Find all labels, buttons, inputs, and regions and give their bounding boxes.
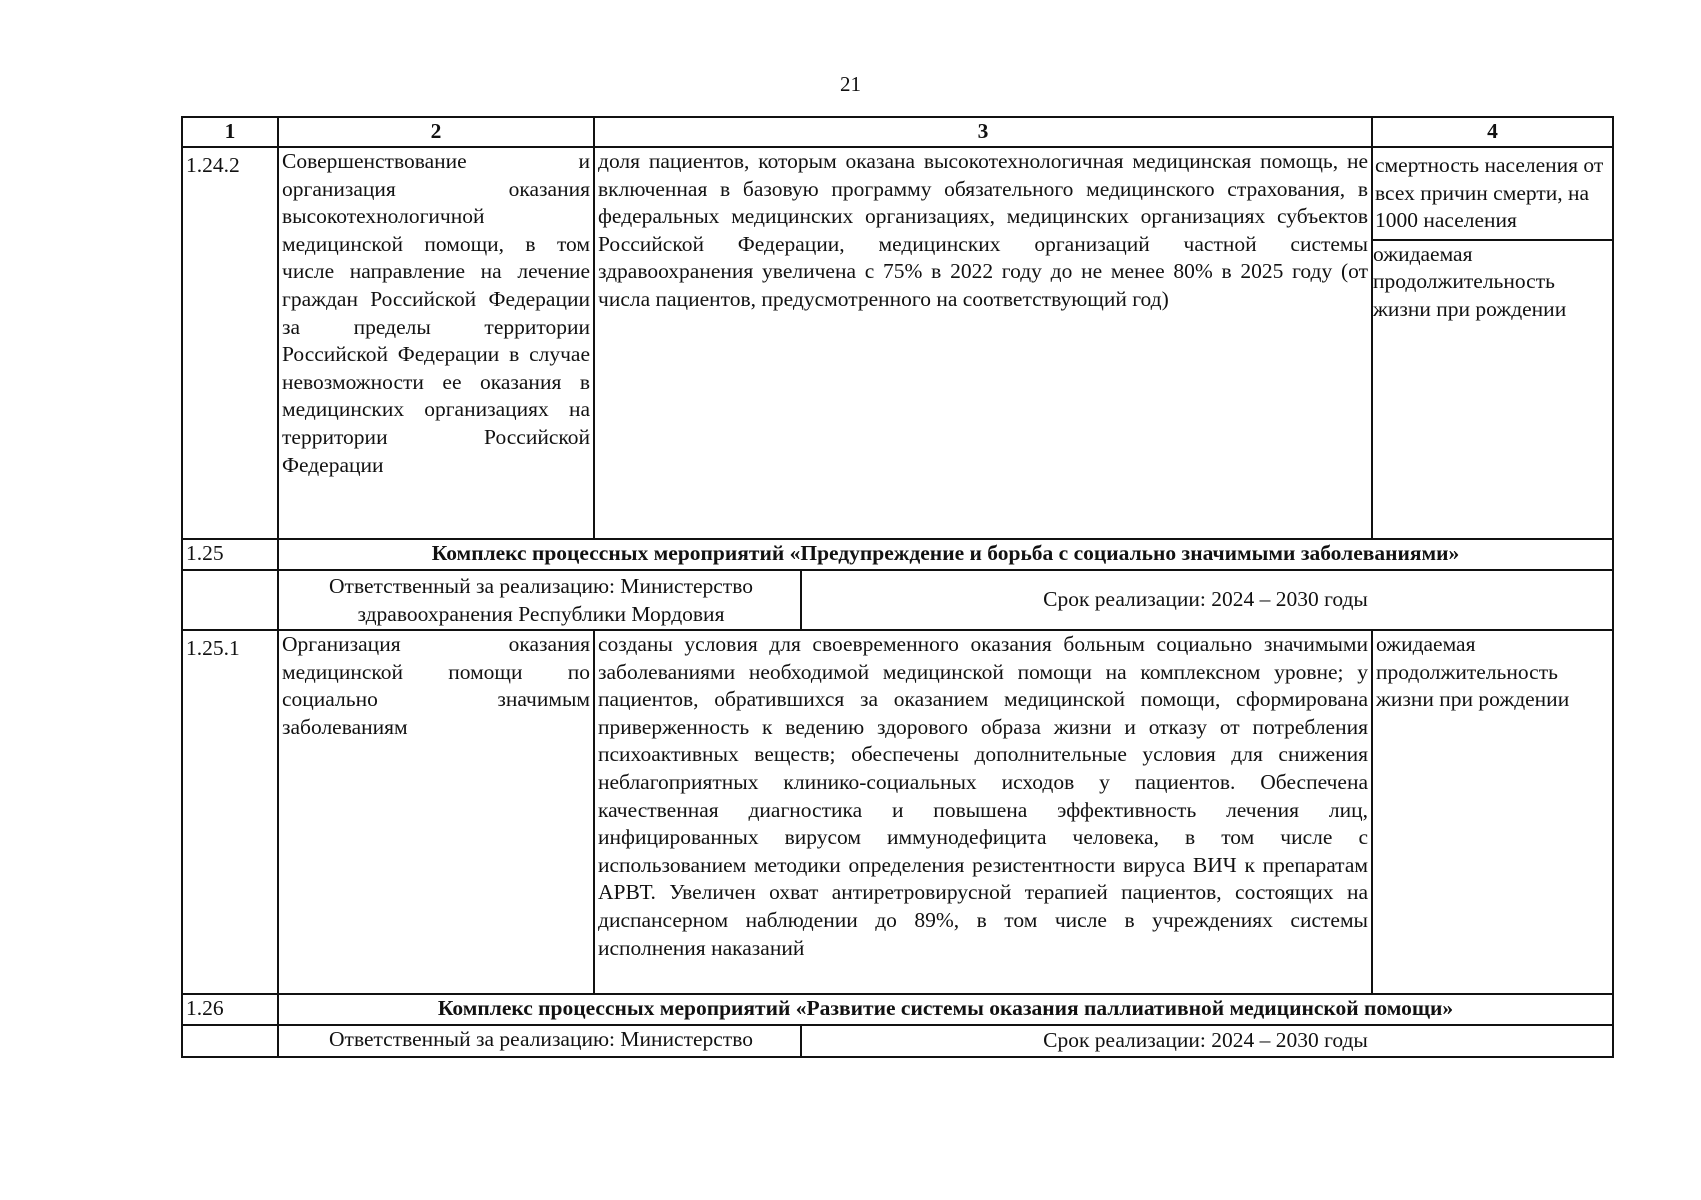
row-number: 1.24.2 bbox=[182, 147, 278, 539]
section-row bbox=[182, 539, 1613, 570]
empty-cell bbox=[182, 570, 278, 630]
responsibility-cell bbox=[278, 570, 1613, 630]
responsible-party: Ответственный за реализацию: Министерство bbox=[282, 1026, 802, 1056]
indicator-life-expectancy: ожидаемая продолжительность жизни при рождении bbox=[1371, 239, 1612, 324]
indicator-cell bbox=[1372, 147, 1613, 539]
section-number: 1.26 bbox=[182, 994, 278, 1025]
expected-effect: доля пациентов, которым оказана высокотехнологичная медицинская помощь, не включенная в базовую программу обязательного медицинского страхования, в федеральных медицинских организациях, медицинских организациях субъектов Российской Федерации, медицинских организаций частной системы здравоохранения увеличена с 75% в 2022 году до не менее 80% в 2025 году (от числа пациентов, предусмотренного на соответствующий год) bbox=[594, 147, 1372, 539]
measures-table bbox=[181, 116, 1614, 1058]
table-row bbox=[182, 147, 1613, 539]
responsibility-row bbox=[182, 1025, 1613, 1057]
expected-effect: созданы условия для своевременного оказания больным социально значимыми заболеваниями необходимой медицинской помощи на комплексном уровне; у пациентов, обратившихся за оказанием медицинской помощи, сформирована приверженность к ведению здорового образа жизни и отказу от потребления психоактивных веществ; обеспечены дополнительные условия для снижения неблагоприятных клинико-социальных исходов у пациентов. Обеспечена качественная диагностика и повышена эффективность лечения лиц, инфицированных вирусом иммунодефицита человека, в том числе с использованием методики определения резистентности вируса ВИЧ к препаратам АРВТ. Увеличен охват антиретровирусной терапией пациентов, состоящих на диспансерном наблюдении до 89%, в том числе в учреждениях системы исполнения наказаний bbox=[594, 630, 1372, 994]
table-row bbox=[182, 630, 1613, 994]
task-description: Организация оказания медицинской помощи по социально значимым заболеваниям bbox=[278, 630, 594, 994]
indicator-mortality: смертность населения от всех причин смерти, на 1000 населения bbox=[1375, 153, 1604, 233]
section-row bbox=[182, 994, 1613, 1025]
table-header-row bbox=[182, 117, 1613, 147]
task-description: Совершенствование и организация оказания высокотехнологичной медицинской помощи, в том числе направление на лечение граждан Российской Федерации за пределы территории Российской Федерации в случае невозможности ее оказания в медицинских организациях на территории Российской Федерации bbox=[278, 147, 594, 539]
column-header-3: 3 bbox=[594, 117, 1372, 147]
responsibility-row bbox=[182, 570, 1613, 630]
section-title: Комплекс процессных мероприятий «Предупреждение и борьба с социально значимыми заболеваниями» bbox=[278, 539, 1613, 570]
indicator-life-expectancy: ожидаемая продолжительность жизни при рождении bbox=[1372, 630, 1613, 994]
implementation-term: Срок реализации: 2024 – 2030 годы bbox=[1043, 1028, 1368, 1053]
section-title: Комплекс процессных мероприятий «Развитие системы оказания паллиативной медицинской помощи» bbox=[278, 994, 1613, 1025]
section-number: 1.25 bbox=[182, 539, 278, 570]
responsible-party: Ответственный за реализацию: Министерство здравоохранения Республики Мордовия bbox=[282, 571, 802, 629]
column-header-4: 4 bbox=[1372, 117, 1613, 147]
responsibility-cell bbox=[278, 1025, 1613, 1057]
implementation-term: Срок реализации: 2024 – 2030 годы bbox=[1043, 587, 1368, 612]
column-header-1: 1 bbox=[182, 117, 278, 147]
column-header-2: 2 bbox=[278, 117, 594, 147]
page-number: 21 bbox=[840, 72, 861, 96]
empty-cell bbox=[182, 1025, 278, 1057]
row-number: 1.25.1 bbox=[182, 630, 278, 994]
